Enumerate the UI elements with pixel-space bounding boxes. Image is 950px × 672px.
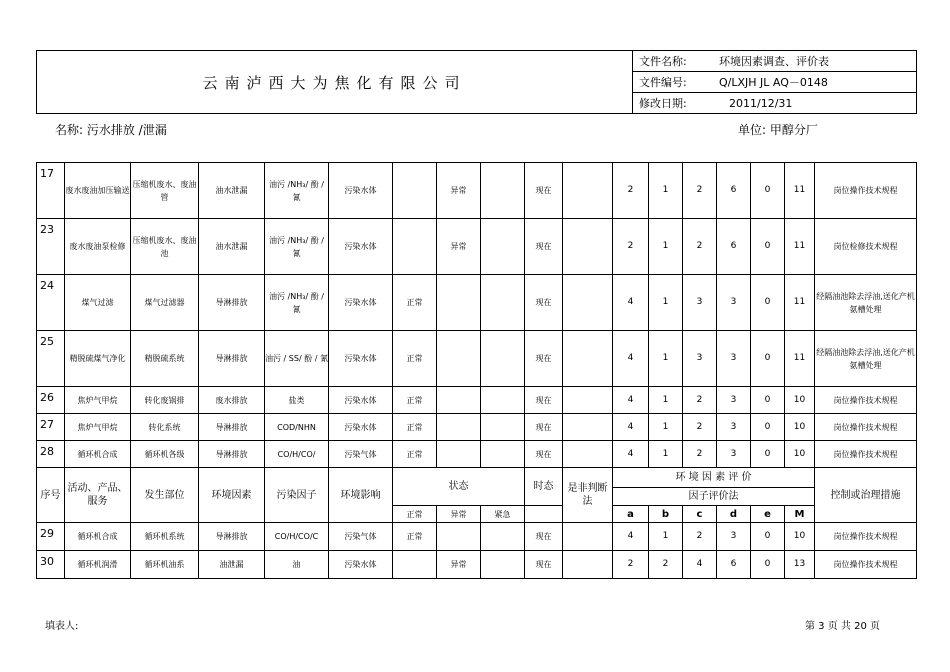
cell-control: 岗位操作技术规程 <box>815 414 917 441</box>
cell-location: 压缩机废水、废油池 <box>131 219 199 275</box>
cell-impact: 污染水体 <box>329 275 393 331</box>
table-row <box>37 163 917 219</box>
cell-M: 11 <box>785 219 815 275</box>
cell-b: 1 <box>649 523 683 551</box>
cell-no: 29 <box>37 523 65 551</box>
cell-factor: 导淋排放 <box>199 331 265 387</box>
col-eval: 环 境 因 素 评 价 <box>613 468 815 488</box>
cell-pollutant: CO/H/CO/C <box>265 523 329 551</box>
cell-activity: 煤气过滤 <box>65 275 131 331</box>
cell-abnormal <box>437 414 481 441</box>
cell-judge <box>563 523 613 551</box>
cell-c: 2 <box>683 523 717 551</box>
cell-b: 1 <box>649 331 683 387</box>
company-name: 云南泸西大为焦化有限公司 <box>37 51 633 114</box>
cell-control: 岗位检修技术规程 <box>815 219 917 275</box>
cell-pollutant: 油 <box>265 551 329 579</box>
file-no-row <box>633 72 917 93</box>
cell-impact: 污染气体 <box>329 523 393 551</box>
col-abnormal: 异常 <box>437 506 481 523</box>
cell-impact: 污染水体 <box>329 331 393 387</box>
cell-normal <box>393 219 437 275</box>
cell-a: 4 <box>613 387 649 414</box>
col-normal: 正常 <box>393 506 437 523</box>
cell-abnormal <box>437 523 481 551</box>
cell-d: 3 <box>717 441 751 468</box>
col-M: M <box>785 506 815 523</box>
cell-a: 4 <box>613 331 649 387</box>
cell-e: 0 <box>751 387 785 414</box>
cell-M: 10 <box>785 441 815 468</box>
cell-factor: 油水泄漏 <box>199 163 265 219</box>
cell-abnormal <box>437 387 481 414</box>
cell-b: 2 <box>649 551 683 579</box>
cell-no: 17 <box>37 163 65 219</box>
cell-a: 2 <box>613 163 649 219</box>
cell-d: 3 <box>717 387 751 414</box>
form-name: 名称: 污水排放 /泄漏 <box>55 123 167 137</box>
col-d: d <box>717 506 751 523</box>
cell-activity: 循环机合成 <box>65 523 131 551</box>
cell-location: 循环机油系 <box>131 551 199 579</box>
cell-abnormal: 异常 <box>437 163 481 219</box>
cell-factor: 导淋排放 <box>199 275 265 331</box>
filler-label: 填表人: <box>45 621 79 632</box>
cell-tense: 现在 <box>525 163 563 219</box>
cell-control: 岗位操作技术规程 <box>815 163 917 219</box>
table-row <box>37 275 917 331</box>
cell-M: 10 <box>785 523 815 551</box>
col-tense-blank <box>525 506 563 523</box>
cell-judge <box>563 275 613 331</box>
cell-emergency <box>481 551 525 579</box>
cell-e: 0 <box>751 441 785 468</box>
revised-value: 2011/12/31 <box>729 97 793 110</box>
col-method: 因子评价法 <box>613 488 815 506</box>
table-row <box>37 523 917 551</box>
cell-pollutant: 油污 /NH₃/ 酚 / 氰 <box>265 219 329 275</box>
cell-tense: 现在 <box>525 551 563 579</box>
cell-pollutant: COD/NHN <box>265 414 329 441</box>
cell-control: 经隔油池除去浮油,送化产机氨槽处理 <box>815 331 917 387</box>
cell-location: 转化废锅排 <box>131 387 199 414</box>
cell-emergency <box>481 523 525 551</box>
cell-factor: 油水泄漏 <box>199 219 265 275</box>
cell-location: 煤气过滤器 <box>131 275 199 331</box>
cell-activity: 循环机润滑 <box>65 551 131 579</box>
cell-judge <box>563 414 613 441</box>
cell-a: 4 <box>613 414 649 441</box>
cell-e: 0 <box>751 219 785 275</box>
cell-normal: 正常 <box>393 414 437 441</box>
table-row <box>37 219 917 275</box>
cell-tense: 现在 <box>525 523 563 551</box>
col-location: 发生部位 <box>131 468 199 523</box>
cell-e: 0 <box>751 551 785 579</box>
cell-a: 4 <box>613 275 649 331</box>
cell-emergency <box>481 219 525 275</box>
file-name-value: 环境因素调查、评价表 <box>719 55 829 68</box>
cell-b: 1 <box>649 219 683 275</box>
cell-no: 30 <box>37 551 65 579</box>
cell-no: 25 <box>37 331 65 387</box>
col-judge: 是非判断法 <box>563 468 613 523</box>
cell-location: 压缩机废水、废油管 <box>131 163 199 219</box>
cell-pollutant: 油污 / SS/ 酚 / 氰 <box>265 331 329 387</box>
cell-normal: 正常 <box>393 275 437 331</box>
cell-M: 11 <box>785 275 815 331</box>
col-emergency: 紧急 <box>481 506 525 523</box>
cell-location: 循环机各级 <box>131 441 199 468</box>
cell-emergency <box>481 441 525 468</box>
cell-a: 4 <box>613 523 649 551</box>
cell-tense: 现在 <box>525 387 563 414</box>
cell-d: 3 <box>717 523 751 551</box>
cell-impact: 污染水体 <box>329 387 393 414</box>
cell-normal: 正常 <box>393 331 437 387</box>
cell-control: 岗位操作技术规程 <box>815 387 917 414</box>
cell-control: 岗位操作技术规程 <box>815 523 917 551</box>
cell-pollutant: CO/H/CO/ <box>265 441 329 468</box>
cell-factor: 导淋排放 <box>199 523 265 551</box>
cell-judge <box>563 219 613 275</box>
cell-normal: 正常 <box>393 387 437 414</box>
cell-judge <box>563 331 613 387</box>
cell-pollutant: 油污 /NH₃/ 酚 / 氰 <box>265 275 329 331</box>
cell-c: 2 <box>683 441 717 468</box>
cell-normal: 正常 <box>393 523 437 551</box>
cell-no: 26 <box>37 387 65 414</box>
cell-abnormal: 异常 <box>437 551 481 579</box>
cell-c: 2 <box>683 414 717 441</box>
cell-e: 0 <box>751 163 785 219</box>
file-no-label: 文件编号: <box>639 76 687 89</box>
cell-normal <box>393 551 437 579</box>
cell-a: 4 <box>613 441 649 468</box>
col-tense: 时态 <box>525 468 563 506</box>
cell-tense: 现在 <box>525 414 563 441</box>
cell-tense: 现在 <box>525 275 563 331</box>
cell-c: 3 <box>683 331 717 387</box>
col-e: e <box>751 506 785 523</box>
cell-pollutant: 油污 /NH₃/ 酚 / 氰 <box>265 163 329 219</box>
cell-c: 2 <box>683 387 717 414</box>
cell-judge <box>563 551 613 579</box>
table-row <box>37 414 917 441</box>
cell-tense: 现在 <box>525 441 563 468</box>
cell-emergency <box>481 331 525 387</box>
cell-emergency <box>481 275 525 331</box>
page-number: 第 3 页 共 20 页 <box>805 621 880 632</box>
cell-factor: 废水排放 <box>199 387 265 414</box>
cell-c: 2 <box>683 219 717 275</box>
cell-d: 6 <box>717 551 751 579</box>
table-row <box>37 441 917 468</box>
cell-no: 27 <box>37 414 65 441</box>
cell-b: 1 <box>649 414 683 441</box>
cell-abnormal: 异常 <box>437 219 481 275</box>
col-pollutant: 污染因子 <box>265 468 329 523</box>
cell-a: 2 <box>613 551 649 579</box>
cell-pollutant: 盐类 <box>265 387 329 414</box>
cell-M: 11 <box>785 331 815 387</box>
cell-c: 4 <box>683 551 717 579</box>
cell-abnormal <box>437 331 481 387</box>
cell-normal <box>393 163 437 219</box>
cell-impact: 污染水体 <box>329 219 393 275</box>
cell-emergency <box>481 414 525 441</box>
table-row <box>37 387 917 414</box>
cell-location: 转化系统 <box>131 414 199 441</box>
cell-impact: 污染水体 <box>329 414 393 441</box>
cell-d: 3 <box>717 414 751 441</box>
cell-activity: 焦炉气甲烷 <box>65 387 131 414</box>
cell-control: 经隔油池除去浮油,送化产机氨槽处理 <box>815 275 917 331</box>
file-name-row <box>633 51 917 72</box>
cell-e: 0 <box>751 414 785 441</box>
cell-impact: 污染气体 <box>329 441 393 468</box>
cell-b: 1 <box>649 163 683 219</box>
cell-activity: 循环机合成 <box>65 441 131 468</box>
cell-judge <box>563 387 613 414</box>
cell-impact: 污染水体 <box>329 551 393 579</box>
cell-control: 岗位操作技术规程 <box>815 551 917 579</box>
cell-d: 6 <box>717 219 751 275</box>
col-a: a <box>613 506 649 523</box>
cell-factor: 导淋排放 <box>199 414 265 441</box>
cell-tense: 现在 <box>525 219 563 275</box>
cell-activity: 精脱硫煤气净化 <box>65 331 131 387</box>
cell-tense: 现在 <box>525 331 563 387</box>
cell-d: 6 <box>717 163 751 219</box>
cell-judge <box>563 441 613 468</box>
col-c: c <box>683 506 717 523</box>
cell-abnormal <box>437 441 481 468</box>
cell-activity: 焦炉气甲烷 <box>65 414 131 441</box>
table-row <box>37 331 917 387</box>
cell-activity: 废水废油加压输送 <box>65 163 131 219</box>
cell-impact: 污染水体 <box>329 163 393 219</box>
file-name-label: 文件名称: <box>639 55 687 68</box>
revised-row <box>633 93 917 114</box>
col-control: 控制或治理措施 <box>815 468 917 523</box>
cell-factor: 导淋排放 <box>199 441 265 468</box>
cell-M: 10 <box>785 414 815 441</box>
cell-location: 循环机系统 <box>131 523 199 551</box>
cell-no: 24 <box>37 275 65 331</box>
cell-M: 13 <box>785 551 815 579</box>
table-row <box>37 551 917 579</box>
cell-e: 0 <box>751 275 785 331</box>
cell-control: 岗位操作技术规程 <box>815 441 917 468</box>
file-no-value: Q/LXJH JL AQ－0148 <box>719 76 828 89</box>
cell-normal: 正常 <box>393 441 437 468</box>
cell-b: 1 <box>649 441 683 468</box>
cell-c: 2 <box>683 163 717 219</box>
cell-no: 28 <box>37 441 65 468</box>
revised-label: 修改日期: <box>639 97 687 110</box>
col-activity: 活动、产品、服务 <box>65 468 131 523</box>
unit-name: 单位: 甲醇分厂 <box>738 123 818 137</box>
cell-judge <box>563 163 613 219</box>
cell-activity: 废水废油泵检修 <box>65 219 131 275</box>
cell-emergency <box>481 387 525 414</box>
cell-b: 1 <box>649 387 683 414</box>
assessment-table <box>36 162 917 579</box>
cell-b: 1 <box>649 275 683 331</box>
cell-d: 3 <box>717 331 751 387</box>
cell-a: 2 <box>613 219 649 275</box>
document-header <box>36 50 917 114</box>
cell-M: 10 <box>785 387 815 414</box>
cell-factor: 油泄漏 <box>199 551 265 579</box>
cell-M: 11 <box>785 163 815 219</box>
col-factor: 环境因素 <box>199 468 265 523</box>
cell-c: 3 <box>683 275 717 331</box>
cell-e: 0 <box>751 331 785 387</box>
col-state: 状态 <box>393 468 525 506</box>
col-b: b <box>649 506 683 523</box>
cell-d: 3 <box>717 275 751 331</box>
cell-e: 0 <box>751 523 785 551</box>
col-impact: 环境影响 <box>329 468 393 523</box>
cell-emergency <box>481 163 525 219</box>
cell-no: 23 <box>37 219 65 275</box>
cell-abnormal <box>437 275 481 331</box>
col-seq: 序号 <box>37 468 65 523</box>
cell-location: 精脱硫系统 <box>131 331 199 387</box>
